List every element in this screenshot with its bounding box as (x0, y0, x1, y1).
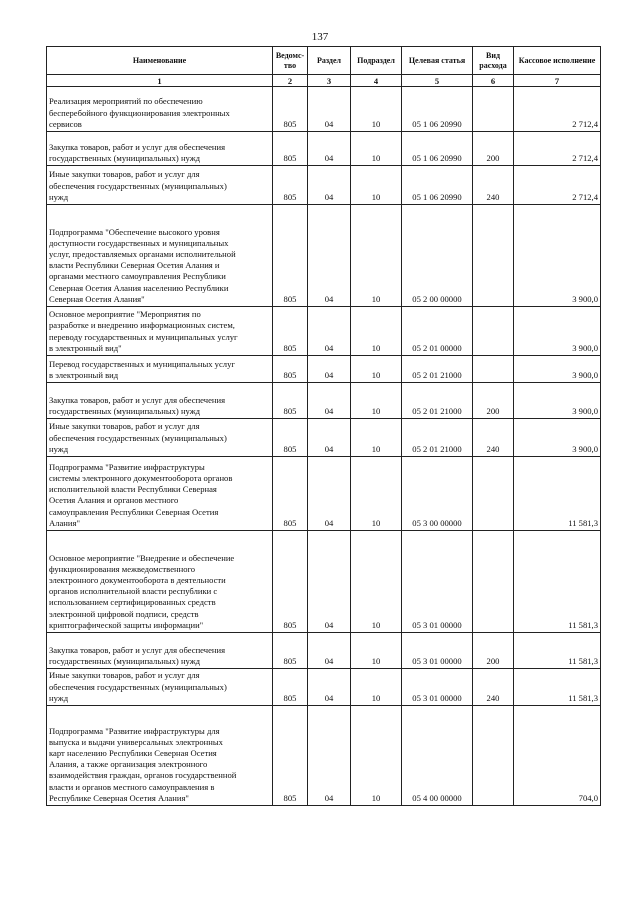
row-expense-type: 200 (473, 633, 514, 669)
row-name: Иные закупки товаров, работ и услуг для обеспечения государственных (муниципальных) нужд (47, 419, 273, 457)
row-name: Закупка товаров, работ и услуг для обеспечения государственных (муниципальных) нужд (47, 633, 273, 669)
row-target-article: 05 1 06 20990 (402, 132, 473, 166)
row-department: 805 (273, 307, 308, 356)
row-expense-type (473, 87, 514, 132)
row-section: 04 (308, 166, 351, 205)
table-row (47, 419, 601, 457)
row-amount: 3 900,0 (514, 383, 601, 419)
row-department: 805 (273, 457, 308, 531)
table-row (47, 669, 601, 706)
row-amount: 11 581,3 (514, 633, 601, 669)
row-subsection: 10 (351, 669, 402, 706)
row-section: 04 (308, 132, 351, 166)
row-section: 04 (308, 307, 351, 356)
row-department: 805 (273, 87, 308, 132)
row-expense-type: 200 (473, 383, 514, 419)
column-number: 6 (473, 75, 514, 87)
row-section: 04 (308, 205, 351, 307)
header-name: Наименование (47, 47, 273, 75)
row-department: 805 (273, 166, 308, 205)
row-target-article: 05 2 01 00000 (402, 307, 473, 356)
row-section: 04 (308, 419, 351, 457)
row-department: 805 (273, 633, 308, 669)
row-expense-type (473, 307, 514, 356)
row-target-article: 05 2 00 00000 (402, 205, 473, 307)
row-department: 805 (273, 706, 308, 806)
row-amount: 11 581,3 (514, 669, 601, 706)
row-amount: 3 900,0 (514, 205, 601, 307)
row-target-article: 05 4 00 00000 (402, 706, 473, 806)
table-row (47, 457, 601, 531)
row-name: Основное мероприятие "Мероприятия по разработке и внедрению информационных систем, переводу государственных и муниципальных услуг в электронный вид" (47, 307, 273, 356)
row-name: Подпрограмма "Развитие инфраструктуры для выпуска и выдачи универсальных электронных карт населению Республики Северная Осетия Алания, а также организация электронного взаимодействия граждан, органов государственной власти и органов местного самоуправления в Республике Северная Осетия Алания" (47, 706, 273, 806)
row-target-article: 05 3 01 00000 (402, 531, 473, 633)
row-section: 04 (308, 706, 351, 806)
row-section: 04 (308, 383, 351, 419)
table-row (47, 356, 601, 383)
row-amount: 11 581,3 (514, 531, 601, 633)
row-amount: 2 712,4 (514, 132, 601, 166)
row-target-article: 05 2 01 21000 (402, 383, 473, 419)
row-name: Основное мероприятие "Внедрение и обеспечение функционирования межведомственного электронного документооборота в деятельности органов исполнительной власти республики с использованием сертифицированных средств электронной цифровой подписи, средств криптографической защиты информации" (47, 531, 273, 633)
header-target-article: Целевая статья (402, 47, 473, 75)
row-subsection: 10 (351, 419, 402, 457)
row-subsection: 10 (351, 356, 402, 383)
row-name: Подпрограмма "Обеспечение высокого уровня доступности государственных и муниципальных услуг, предоставляемых органами исполнительной власти Республики Северная Осетия Алания и органами местного самоуправления Республики Северная Осетия Алания населению Республики Северная Осетия Алания" (47, 205, 273, 307)
header-row (47, 47, 601, 75)
row-target-article: 05 3 01 00000 (402, 633, 473, 669)
row-amount: 3 900,0 (514, 356, 601, 383)
row-expense-type (473, 205, 514, 307)
budget-table (46, 46, 601, 806)
row-amount: 3 900,0 (514, 419, 601, 457)
row-name: Иные закупки товаров, работ и услуг для обеспечения государственных (муниципальных) нужд (47, 669, 273, 706)
column-number: 3 (308, 75, 351, 87)
table-row (47, 132, 601, 166)
row-target-article: 05 3 00 00000 (402, 457, 473, 531)
row-section: 04 (308, 356, 351, 383)
row-department: 805 (273, 132, 308, 166)
page-number: 137 (311, 31, 329, 43)
row-target-article: 05 1 06 20990 (402, 87, 473, 132)
row-expense-type (473, 706, 514, 806)
row-amount: 2 712,4 (514, 166, 601, 205)
row-subsection: 10 (351, 531, 402, 633)
row-subsection: 10 (351, 457, 402, 531)
row-section: 04 (308, 87, 351, 132)
row-expense-type (473, 531, 514, 633)
row-expense-type: 240 (473, 166, 514, 205)
row-expense-type: 200 (473, 132, 514, 166)
row-name: Подпрограмма "Развитие инфраструктуры системы электронного документооборота органов исполнительной власти Республики Северная Осетия Алания и органов местного самоуправления Республики Северная Осетия Алания" (47, 457, 273, 531)
row-amount: 3 900,0 (514, 307, 601, 356)
row-subsection: 10 (351, 383, 402, 419)
row-subsection: 10 (351, 706, 402, 806)
row-section: 04 (308, 633, 351, 669)
column-number: 7 (514, 75, 601, 87)
row-target-article: 05 3 01 00000 (402, 669, 473, 706)
row-target-article: 05 2 01 21000 (402, 419, 473, 457)
header-expense-type: Вид расхода (473, 47, 514, 75)
row-expense-type (473, 356, 514, 383)
row-amount: 704,0 (514, 706, 601, 806)
row-name: Закупка товаров, работ и услуг для обеспечения государственных (муниципальных) нужд (47, 132, 273, 166)
row-section: 04 (308, 531, 351, 633)
row-subsection: 10 (351, 87, 402, 132)
table-row (47, 706, 601, 806)
row-department: 805 (273, 419, 308, 457)
header-department: Ведомс-тво (273, 47, 308, 75)
header-cash-execution: Кассовое исполнение (514, 47, 601, 75)
row-section: 04 (308, 457, 351, 531)
row-expense-type: 240 (473, 669, 514, 706)
table-row (47, 307, 601, 356)
row-department: 805 (273, 383, 308, 419)
row-target-article: 05 1 06 20990 (402, 166, 473, 205)
row-name: Перевод государственных и муниципальных услуг в электронный вид (47, 356, 273, 383)
row-target-article: 05 2 01 21000 (402, 356, 473, 383)
row-subsection: 10 (351, 132, 402, 166)
row-expense-type (473, 457, 514, 531)
row-department: 805 (273, 531, 308, 633)
row-name: Реализация мероприятий по обеспечению бесперебойного функционирования электронных сервисов (47, 87, 273, 132)
row-expense-type: 240 (473, 419, 514, 457)
row-subsection: 10 (351, 633, 402, 669)
table-row (47, 633, 601, 669)
row-amount: 2 712,4 (514, 87, 601, 132)
header-subsection: Подраздел (351, 47, 402, 75)
column-number: 5 (402, 75, 473, 87)
row-subsection: 10 (351, 205, 402, 307)
table-row (47, 205, 601, 307)
column-number: 4 (351, 75, 402, 87)
row-amount: 11 581,3 (514, 457, 601, 531)
table-row (47, 166, 601, 205)
header-section: Раздел (308, 47, 351, 75)
column-number: 2 (273, 75, 308, 87)
table-row (47, 383, 601, 419)
row-department: 805 (273, 356, 308, 383)
row-name: Закупка товаров, работ и услуг для обеспечения государственных (муниципальных) нужд (47, 383, 273, 419)
row-subsection: 10 (351, 166, 402, 205)
table-row (47, 87, 601, 132)
row-department: 805 (273, 205, 308, 307)
column-number: 1 (47, 75, 273, 87)
row-department: 805 (273, 669, 308, 706)
row-subsection: 10 (351, 307, 402, 356)
column-number-row (47, 75, 601, 87)
table-row (47, 531, 601, 633)
row-name: Иные закупки товаров, работ и услуг для обеспечения государственных (муниципальных) нужд (47, 166, 273, 205)
row-section: 04 (308, 669, 351, 706)
